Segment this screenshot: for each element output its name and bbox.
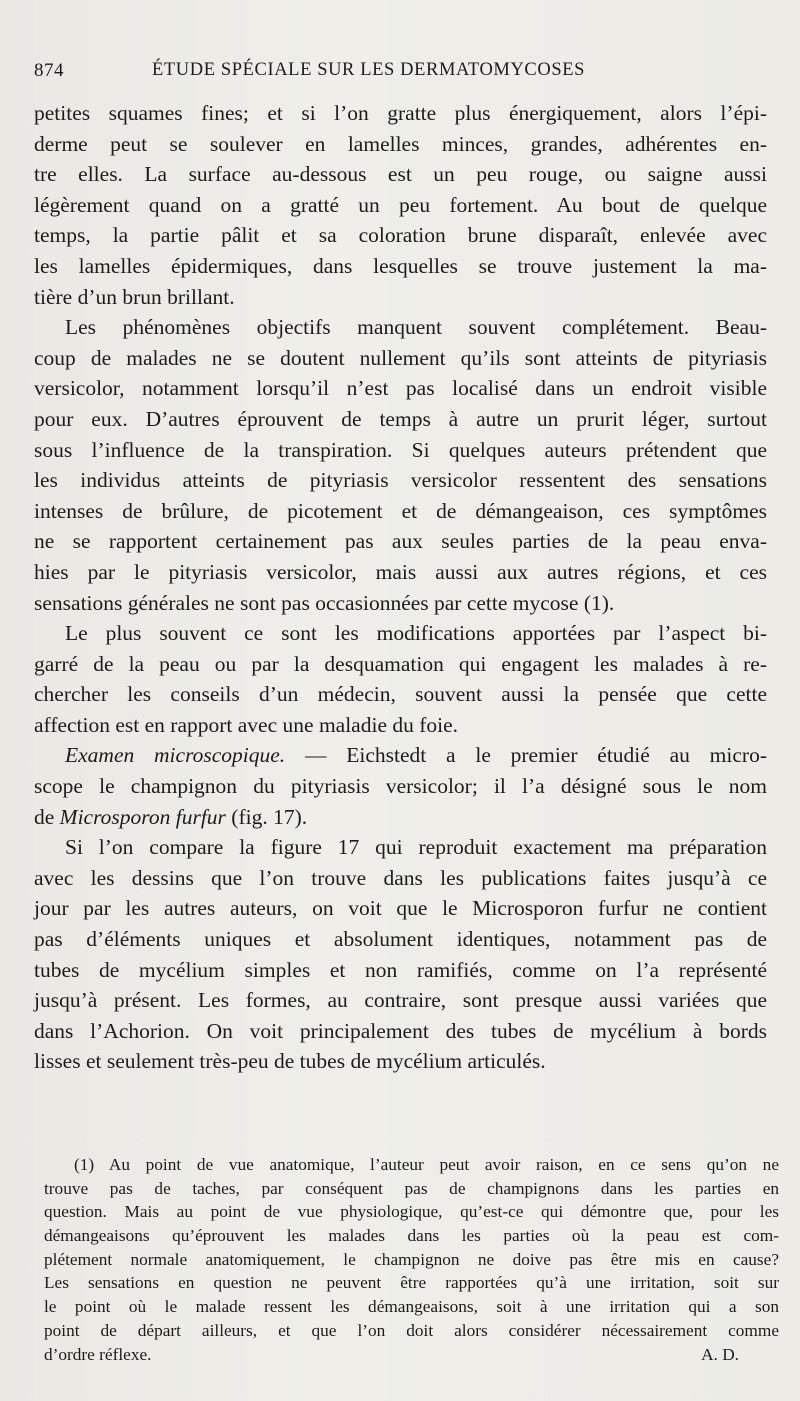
- footnote: [44, 1153, 779, 1366]
- footnote-line: plétement normale anatomiquement, le champignon ne doive pas être mis en cause?: [44, 1249, 779, 1269]
- text-line: temps, la partie pâlit et sa coloration brune disparaît, enlevée avec: [34, 223, 767, 248]
- text-fragment: — Eichstedt a le premier étudié au micro-: [285, 743, 767, 768]
- footnote-line: (1) Au point de vue anatomique, l’auteur peut avoir raison, en ce sens qu’on ne: [74, 1155, 779, 1174]
- text-line: sous l’influence de la transpiration. Si quelques auteurs prétendent que: [34, 437, 767, 462]
- text-line: [34, 740, 767, 771]
- footnote-signature: A. D.: [701, 1344, 739, 1364]
- text-line: jour par les autres auteurs, on voit que le Microsporon furfur ne contient: [34, 896, 767, 921]
- main-text: [34, 98, 767, 1077]
- text-line: scope le champignon du pityriasis versicolor; il l’a désigné sous le nom: [34, 774, 767, 799]
- footnote-line: démangeaisons qu’éprouvent les malades dans les parties où la peau est com-: [44, 1226, 779, 1246]
- text-line: pas d’éléments uniques et absolument identiques, notamment pas de: [34, 927, 767, 952]
- text-line: tre elles. La surface au-dessous est un peu rouge, ou saigne aussi: [34, 162, 767, 187]
- text-line: Le plus souvent ce sont les modifications apportées par l’aspect bi-: [65, 621, 767, 646]
- text-line: légèrement quand on a gratté un peu fortement. Au bout de quelque: [34, 192, 767, 217]
- footnote-line: trouve pas de taches, par conséquent pas de champignons dans les parties en: [44, 1178, 779, 1198]
- text-line: lisses et seulement très-peu de tubes de mycélium articulés.: [34, 1049, 546, 1074]
- footnote-line: le point où le malade ressent les démangeaisons, soit à une irritation qui a son: [44, 1297, 779, 1317]
- text-line: Les phénomènes objectifs manquent souvent complétement. Beau-: [65, 315, 767, 340]
- footnote-line: point de départ ailleurs, et que l’on doit alors considérer nécessairement comme: [44, 1320, 779, 1340]
- text-line: petites squames fines; et si l’on gratte plus énergiquement, alors l’épi-: [34, 101, 767, 125]
- text-line: versicolor, notamment lorsqu’il n’est pas localisé dans un endroit visible: [34, 376, 767, 401]
- text-line: sensations générales ne sont pas occasionnées par cette mycose (1).: [34, 590, 615, 615]
- text-line: avec les dessins que l’on trouve dans les publications faites jusqu’à ce: [34, 865, 767, 890]
- text-line: intenses de brûlure, de picotement et de démangeaison, ces symptômes: [34, 498, 767, 523]
- footnote-text: d’ordre réflexe.: [44, 1344, 152, 1364]
- text-line: ne se rapportent certainement pas aux seules parties de la peau enva-: [34, 529, 767, 554]
- page-number: 874: [34, 60, 64, 81]
- text-line: Si l’on compare la figure 17 qui reproduit exactement ma préparation: [65, 835, 767, 860]
- text-line: tière d’un brun brillant.: [34, 284, 235, 309]
- text-line: hies par le pityriasis versicolor, mais aussi aux autres régions, et ces: [34, 559, 767, 584]
- species-name: Microsporon furfur: [59, 804, 226, 829]
- text-line: derme peut se soulever en lamelles minces, grandes, adhérentes en-: [34, 131, 767, 156]
- text-line: tubes de mycélium simples et non ramifiés, comme on l’a représenté: [34, 957, 767, 982]
- text-line: jusqu’à présent. Les formes, au contraire, sont presque aussi variées que: [34, 988, 767, 1013]
- page-header: [34, 60, 764, 88]
- text-line: affection est en rapport avec une maladie du foie.: [34, 712, 459, 737]
- text-line: les individus atteints de pityriasis versicolor ressentent des sensations: [34, 468, 767, 493]
- running-title: ÉTUDE SPÉCIALE SUR LES DERMATOMYCOSES: [152, 60, 586, 80]
- footnote-line: Les sensations en question ne peuvent être rapportées qu’à une irritation, soit sur: [44, 1273, 779, 1293]
- text-line: dans l’Achorion. On voit principalement des tubes de mycélium à bords: [34, 1018, 767, 1043]
- text-line: [34, 802, 767, 833]
- footnote-line: question. Mais au point de vue physiologique, qu’est-ce qui démontre que, pour les: [44, 1202, 779, 1222]
- text-line: les lamelles épidermiques, dans lesquelles se trouve justement la ma-: [34, 253, 767, 278]
- text-line: garré de la peau ou par la desquamation qui engagent les malades à re-: [34, 651, 767, 676]
- section-heading: Examen microscopique.: [65, 743, 286, 768]
- text-fragment: (fig. 17).: [225, 804, 308, 829]
- text-fragment: de: [34, 804, 60, 829]
- text-line: pour eux. D’autres éprouvent de temps à autre un prurit léger, surtout: [34, 406, 767, 431]
- text-line: coup de malades ne se doutent nullement qu’ils sont atteints de pityriasis: [34, 345, 767, 370]
- footnote-line: [44, 1343, 779, 1367]
- text-line: chercher les conseils d’un médecin, souvent aussi la pensée que cette: [34, 682, 767, 707]
